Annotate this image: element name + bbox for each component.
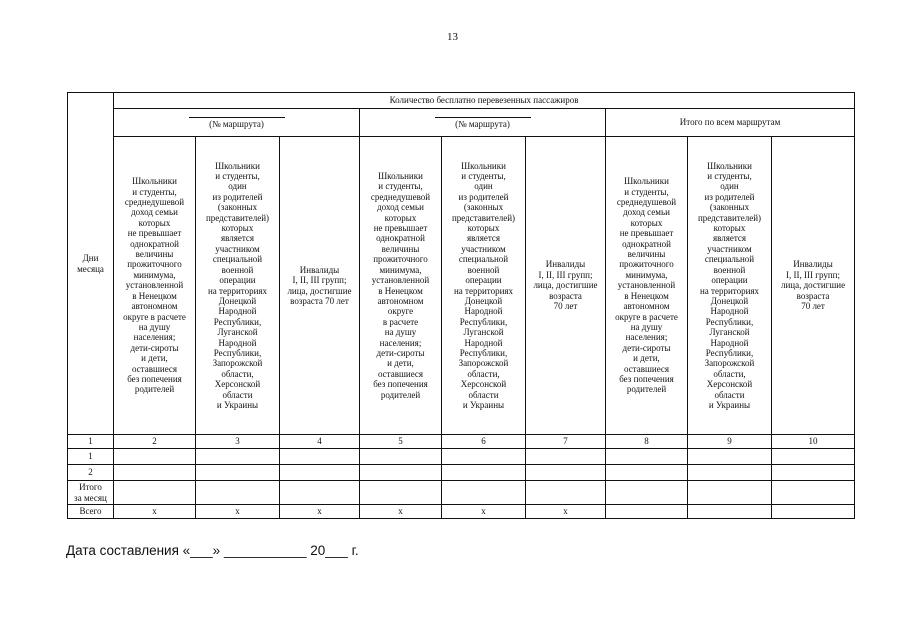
column-number: 6: [442, 435, 526, 449]
table-cell[interactable]: [772, 481, 855, 505]
table-cell: x: [280, 505, 360, 519]
table-cell[interactable]: [442, 481, 526, 505]
category-schoolchildren-header: Школьники и студенты, среднедушевой доход семьи которых не превышает однократной величины прожиточного минимума, установленной в Ненецком автономном округе в расчете на душу населения; дети-сироты и дети, оставшиеся без попечения родителей: [114, 137, 196, 435]
days-header: Дни месяца: [68, 93, 114, 435]
table-cell: x: [526, 505, 606, 519]
table-cell: x: [196, 505, 280, 519]
table-cell[interactable]: [606, 481, 688, 505]
column-number-row: [68, 435, 855, 449]
category-schoolchildren-header: Школьники и студенты, среднедушевой доход семьи которых не превышает однократной величины прожиточного минимума, установленной в Ненецком автономном округе в расчете на душу населения; дети-сироты и дети, оставшиеся без попечения родителей: [360, 137, 442, 435]
category-svo-header: Школьники и студенты, один из родителей (законных представителей) которых является участником специальной военной операции на территориях Донецкой Народной Республики, Луганской Народной Республики, Запорожской области, Херсонской области и Украины: [688, 137, 772, 435]
row-label: 2: [68, 465, 114, 481]
column-number: 2: [114, 435, 196, 449]
table-cell[interactable]: [114, 481, 196, 505]
table-cell[interactable]: [688, 481, 772, 505]
page-number: 13: [447, 31, 458, 43]
table-cell[interactable]: [280, 449, 360, 465]
table-cell[interactable]: [114, 465, 196, 481]
table-cell[interactable]: [606, 449, 688, 465]
route-1-label: (№ маршрута): [209, 118, 264, 129]
table-cell[interactable]: [526, 449, 606, 465]
table-cell: x: [360, 505, 442, 519]
table-cell: x: [114, 505, 196, 519]
table-row: [68, 449, 855, 465]
category-schoolchildren-header: Школьники и студенты, среднедушевой доход семьи которых не превышает однократной величины прожиточного минимума, установленной в Ненецком автономном округе в расчете на душу населения; дети-сироты и дети, оставшиеся без попечения родителей: [606, 137, 688, 435]
column-number: 4: [280, 435, 360, 449]
table-cell: x: [442, 505, 526, 519]
table-cell[interactable]: [688, 505, 772, 519]
column-number: 5: [360, 435, 442, 449]
route-2-blank-line: [435, 116, 531, 118]
table-row-grand-total: [68, 505, 855, 519]
column-number: 10: [772, 435, 855, 449]
route-2-label: (№ маршрута): [455, 118, 510, 129]
row-label: Итого за месяц: [68, 481, 114, 505]
row-label: Всего: [68, 505, 114, 519]
table-cell[interactable]: [772, 505, 855, 519]
table-row-month-total: [68, 481, 855, 505]
table-cell[interactable]: [360, 465, 442, 481]
table-cell[interactable]: [606, 465, 688, 481]
table-cell[interactable]: [606, 505, 688, 519]
total-routes-header: Итого по всем маршрутам: [606, 109, 855, 137]
table-row: [68, 465, 855, 481]
table-cell[interactable]: [442, 465, 526, 481]
column-number: 1: [68, 435, 114, 449]
table-cell[interactable]: [196, 481, 280, 505]
category-invalids-header: Инвалиды I, II, III групп; лица, достигшие возраста 70 лет: [526, 137, 606, 435]
column-number: 8: [606, 435, 688, 449]
category-invalids-header: Инвалиды I, II, III групп; лица, достигшие возраста 70 лет: [280, 137, 360, 435]
table-cell[interactable]: [688, 465, 772, 481]
column-number: 3: [196, 435, 280, 449]
route-1-blank-line: [189, 116, 285, 118]
table-cell[interactable]: [280, 481, 360, 505]
table-cell[interactable]: [360, 481, 442, 505]
table-cell[interactable]: [772, 465, 855, 481]
category-svo-header: Школьники и студенты, один из родителей (законных представителей) которых является участником специальной военной операции на территориях Донецкой Народной Республики, Луганской Народной Республики, Запорожской области, Херсонской области и Украины: [442, 137, 526, 435]
table-cell[interactable]: [526, 465, 606, 481]
route-1-header: [114, 109, 360, 137]
main-header: Количество бесплатно перевезенных пассажиров: [114, 93, 855, 109]
table-cell[interactable]: [196, 449, 280, 465]
column-number: 7: [526, 435, 606, 449]
table-cell[interactable]: [772, 449, 855, 465]
table-cell[interactable]: [442, 449, 526, 465]
compilation-date-line: Дата составления «___» ___________ 20___ г.: [66, 543, 359, 558]
table-cell[interactable]: [360, 449, 442, 465]
table-cell[interactable]: [688, 449, 772, 465]
table-cell[interactable]: [114, 449, 196, 465]
table-cell[interactable]: [526, 481, 606, 505]
table-cell[interactable]: [280, 465, 360, 481]
category-svo-header: Школьники и студенты, один из родителей (законных представителей) которых является участником специальной военной операции на территориях Донецкой Народной Республики, Луганской Народной Республики, Запорожской области, Херсонской области и Украины: [196, 137, 280, 435]
table-cell[interactable]: [196, 465, 280, 481]
row-label: 1: [68, 449, 114, 465]
route-2-header: [360, 109, 606, 137]
category-invalids-header: Инвалиды I, II, III групп; лица, достигшие возраста 70 лет: [772, 137, 855, 435]
column-number: 9: [688, 435, 772, 449]
passenger-report-table: [67, 92, 855, 519]
